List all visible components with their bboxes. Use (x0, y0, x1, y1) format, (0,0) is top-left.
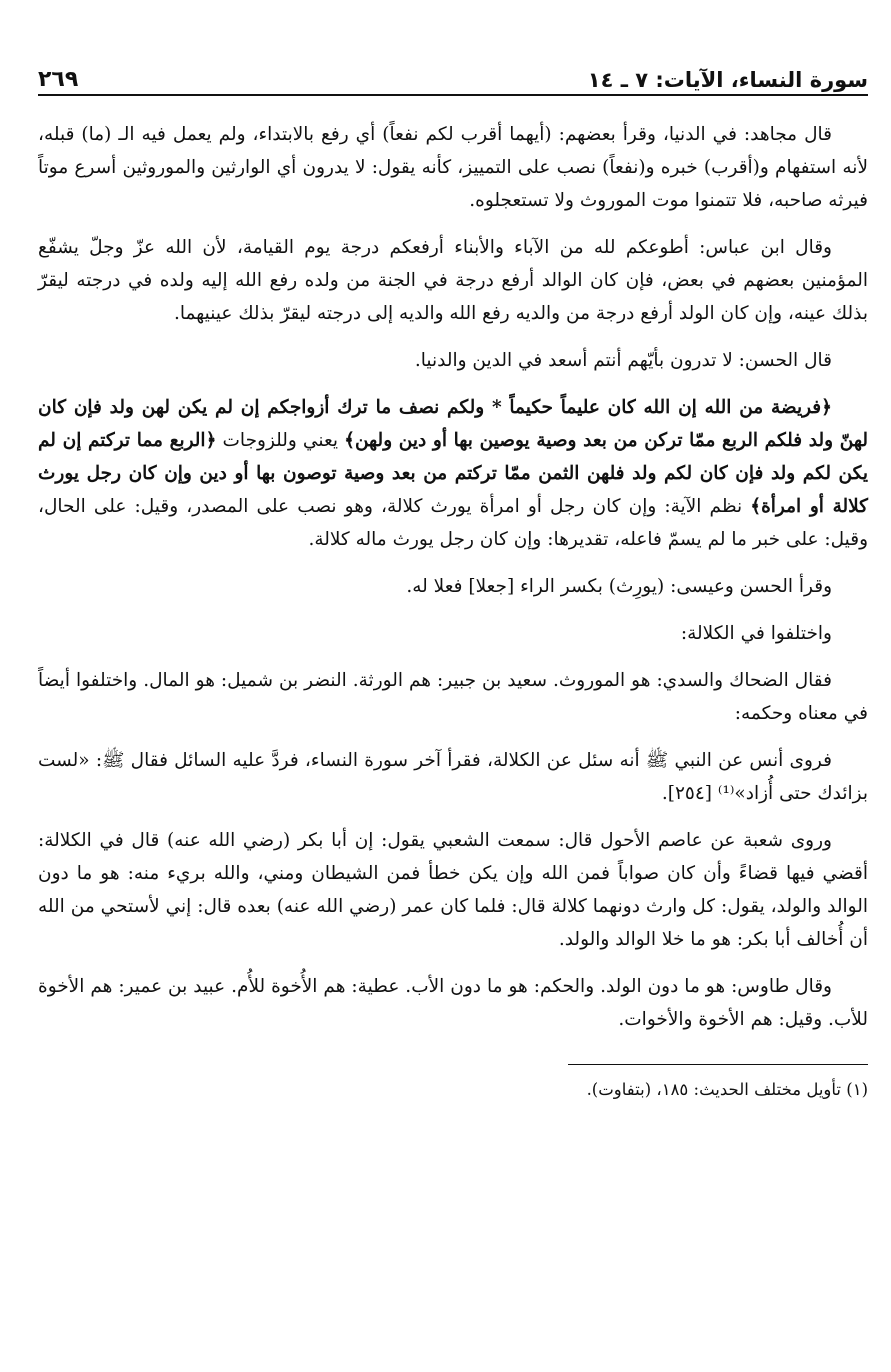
text-run: نظم الآية: وإن كان رجل أو امرأة يورث كلالة، وهو نصب على المصدر، وقيل: على الحال، وقيل: على خبر ما لم يسمّ فاعله، تقديرها: وإن كان رجل يورث ماله كلالة. (38, 496, 868, 550)
quran-verse: ﴿الربع مما تركتم إن لم يكن لكم ولد فإن كان لكم ولد فلهن الثمن ممّا تركتم من بعد وصية توصون بها أو دين وإن كان رجل يورث كلالة أو امرأة﴾ (38, 430, 868, 517)
paragraph (38, 118, 868, 217)
text-run: فقال الضحاك والسدي: هو الموروث. سعيد بن جبير: هم الورثة. النضر بن شميل: هو المال. واختلفوا أيضاً في معناه وحكمه: (38, 670, 868, 724)
running-header (38, 58, 868, 96)
paragraph (38, 231, 868, 330)
paragraph (38, 617, 868, 650)
text-run: قال الحسن: لا تدرون بأيّهم أنتم أسعد في الدين والدنيا. (414, 350, 832, 371)
paragraph (38, 970, 868, 1036)
paragraph (38, 344, 868, 377)
text-run: قال مجاهد: في الدنيا، وقرأ بعضهم: (أيهما أقرب لكم نفعاً) أي رفع بالابتداء، ولم يعمل فيه الـ (ما) قبله، لأنه استفهام و(أقرب) خبره و(نفعاً) نصب على التمييز، كأنه يقول: لا يدرون أي الوارثين والموروثين أسرع موتاً فيرثه صاحبه، فلا تتمنوا موت الموروث ولا تستعجلوه. (38, 124, 868, 211)
footnote-divider (568, 1064, 868, 1065)
paragraph (38, 391, 868, 556)
page-number: ٢٦٩ (38, 67, 79, 92)
text-run: وقرأ الحسن وعيسى: (يورِث) بكسر الراء [جعلا] فعلا له. (406, 576, 832, 597)
text-run: وقال طاوس: هو ما دون الولد. والحكم: هو ما دون الأب. عطية: هم الأُخوة للأُم. عبيد بن عمير: هم الأخوة للأب. وقيل: هم الأخوة والأخوات. (38, 976, 868, 1030)
text-run: فروى أنس عن النبي ﷺ أنه سئل عن الكلالة، فقرأ آخر سورة النساء، فردَّ عليه السائل فقال ﷺ: «لست بزائدك حتى أُزاد»⁽¹⁾ [٢٥٤]. (38, 750, 868, 804)
paragraph (38, 824, 868, 956)
chapter-title: سورة النساء، الآيات: ٧ ـ ١٤ (587, 68, 868, 92)
text-run: وروى شعبة عن عاصم الأحول قال: سمعت الشعبي يقول: إن أبا بكر (رضي الله عنه) قال في الكلالة: أقضي فيها قضاءً وأن كان صواباً فمن الله وإن يكن خطأ فمن الشيطان ومني، والله بريء منه: هو ما دون الوالد والولد، يقول: كل وارث دونهما كلالة قال: فلما كان عمر (رضي الله عنه) بعده قال: إني لأستحي من الله أن أُخالف أبا بكر: هو ما خلا الوالد والولد. (38, 830, 868, 950)
text-run: يعني وللزوجات (216, 430, 345, 451)
paragraph (38, 664, 868, 730)
book-page (38, 58, 868, 1103)
paragraph (38, 744, 868, 810)
text-run: وقال ابن عباس: أطوعكم لله من الآباء والأبناء أرفعكم درجة يوم القيامة، لأن الله عزّ وجلّ يشفّع المؤمنين بعضهم في بعض، فإن كان الوالد أرفع درجة في الجنة من ولده رفع الله إليه ولده في درجته ليقرّ بذلك عينه، وإن كان الولد أرفع درجة من والديه رفع الله والديه إلى درجته ليقرّ بذلك عينيهما. (38, 237, 868, 324)
main-text (38, 118, 868, 1036)
paragraph (38, 570, 868, 603)
text-run: واختلفوا في الكلالة: (680, 623, 832, 644)
quran-verse: ﴿فريضة من الله إن الله كان عليماً حكيماً * ولكم نصف ما ترك أزواجكم إن لم يكن لهن ولد فإن كان لهنّ ولد فلكم الربع ممّا تركن من بعد وصية يوصين بها أو دين ولهن﴾ (38, 397, 868, 451)
footnote: (١) تأويل مختلف الحديث: ١٨٥، (بتفاوت). (586, 1080, 868, 1099)
